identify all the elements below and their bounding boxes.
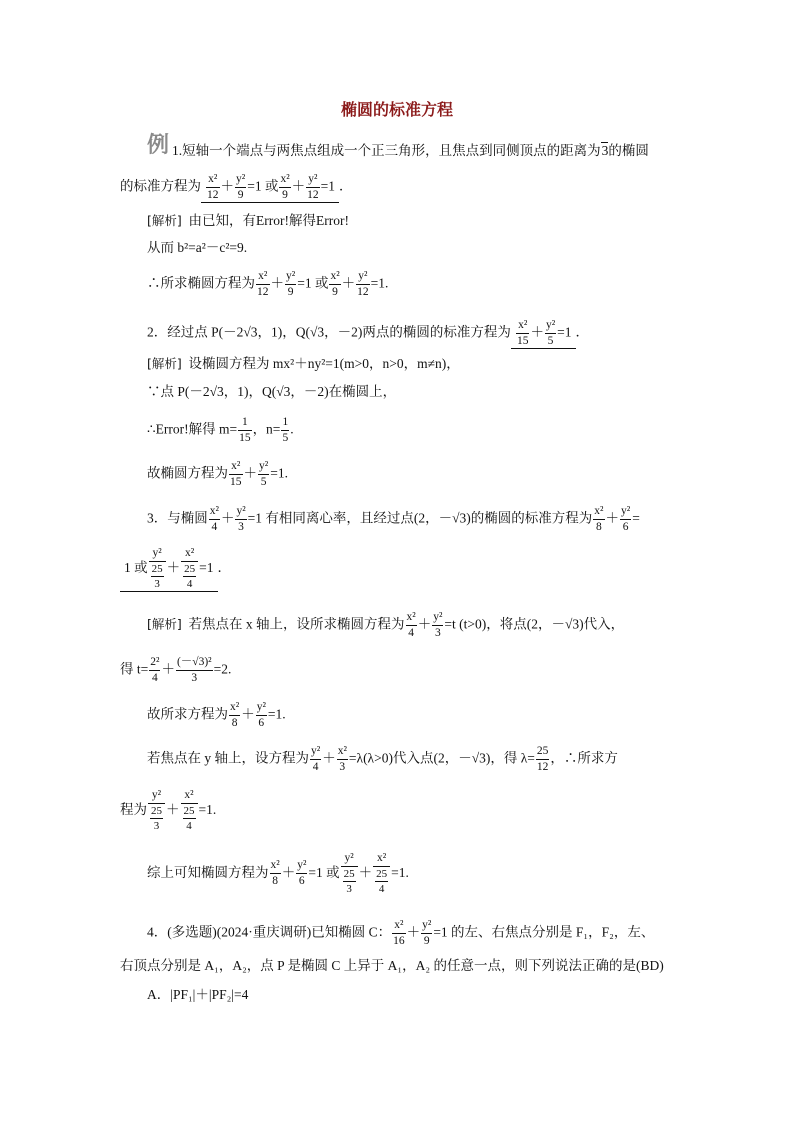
q2-line1: 2．经过点 P(－2√3，1)，Q(√3，－2)两点的椭圆的标准方程为 $\frac{\text{x²}}{15}$ ＋ $\frac{\text{y²}}{5}$ =1 ． xyxy=(147,320,589,349)
q1-line1: 1.短轴一个端点与两焦点组成一个正三角形，且焦点到同侧顶点的距离为3的椭圆 xyxy=(172,143,649,158)
q2-solution-3: ∴Error!解得 m= $\frac{1}{15}$ ，n= $\frac{1}{5}$ . xyxy=(147,416,294,444)
example-badge: 例 xyxy=(147,133,170,158)
q3-solution-4: 若焦点在 y 轴上，设方程为 $\frac{\text{y²}}{4}$ ＋ $\frac{\text{x²}}{3}$ =λ(λ>0)代入点(2，－√3)，得 λ= $\frac{25}{12}$ ，∴所求方 xyxy=(147,745,618,773)
q3-solution-1: [解析] 若焦点在 x 轴上，设所求椭圆方程为 $\frac{\text{x²}}{4}$ ＋ $\frac{\text{y²}}{3}$ =t (t>0)，将点(2，－√3)代入， xyxy=(147,611,625,639)
q1-answer: $\frac{\text{x²}}{12}$ ＋ $\frac{\text{y²}}{9}$ =1 或 $\frac{\text{x²}}{9}$ ＋ $\frac{\text{y²}}{12}$ =1 xyxy=(201,174,339,203)
q1-solution-1: [解析] 由已知，有Error!解得Error! xyxy=(147,213,349,228)
q3-answer: 1 或 $\frac{\text{y²}}{\frac{25}{3}}$ ＋ $\frac{\text{x²}}{\frac{25}{4}}$ =1 xyxy=(120,548,218,592)
q1-solution-2: 从而 b²=a²－c²=9. xyxy=(147,240,248,255)
q2-solution-4: 故椭圆方程为 $\frac{\text{x²}}{15}$ ＋ $\frac{\text{y²}}{5}$ =1. xyxy=(147,460,288,488)
q3-solution-5: 程为 $\frac{\text{y²}}{\frac{25}{3}}$ ＋ $\frac{\text{x²}}{\frac{25}{4}}$ =1. xyxy=(120,789,217,832)
page-title: 椭圆的标准方程 xyxy=(340,100,453,119)
q2-answer: $\frac{\text{x²}}{15}$ ＋ $\frac{\text{y²}}{5}$ =1 xyxy=(511,320,576,349)
q2-solution-1: [解析] 设椭圆方程为 mx²＋ny²=1(m>0，n>0，m≠n)， xyxy=(147,356,460,371)
q3-solution-3: 故所求方程为 $\frac{\text{x²}}{8}$ ＋ $\frac{\text{y²}}{6}$ =1. xyxy=(147,701,286,729)
q3-solution-6: 综上可知椭圆方程为 $\frac{\text{x²}}{8}$ ＋ $\frac{\text{y²}}{6}$ =1 或 $\frac{\text{y²}}{\frac{25}{3}}$ ＋ $\frac{\text{x²}}{\frac{25}{4}}$ =1. xyxy=(147,852,409,895)
q3-line1: 3．与椭圆 $\frac{\text{x²}}{4}$ ＋ $\frac{\text{y²}}{3}$ =1 有相同离心率，且经过点(2，－√3)的椭圆的标准方程为 $\frac{\text{x²}}{8}$ ＋ $\frac{\text{y²}}{6}$ = xyxy=(147,505,640,533)
q1-solution-3: ∴所求椭圆方程为 $\frac{\text{x²}}{12}$ ＋ $\frac{\text{y²}}{9}$ =1 或 $\frac{\text{x²}}{9}$ ＋ $\frac{\text{y²}}{12}$ =1. xyxy=(147,270,389,298)
q3-line2: 1 或 $\frac{\text{y²}}{\frac{25}{3}}$ ＋ $\frac{\text{x²}}{\frac{25}{4}}$ =1 ． xyxy=(120,548,231,592)
q3-solution-2: 得 t= $\frac{\text{2²}}{4}$ ＋ $\frac{\text{(－√3)²}}{3}$ =2. xyxy=(120,656,232,684)
q1-line2: 的标准方程为 $\frac{\text{x²}}{12}$ ＋ $\frac{\text{y²}}{9}$ =1 或 $\frac{\text{x²}}{9}$ ＋ $\frac{\text{y²}}{12}$ =1 ． xyxy=(120,174,353,203)
q4-line1: 4．(多选题)(2024·重庆调研)已知椭圆 C： $\frac{\text{x²}}{16}$ ＋ $\frac{\text{y²}}{9}$ =1 的左、右焦点分别是 F₁，F₂，左、 xyxy=(147,919,655,947)
q2-solution-2: ∵点 P(－2√3，1)，Q(√3，－2)在椭圆上， xyxy=(147,384,397,399)
q4-line2: 右顶点分别是 A₁，A₂，点 P 是椭圆 C 上异于 A₁，A₂ 的任意一点，则下列说法正确的是(BD) xyxy=(120,958,664,973)
q4-option-a: A．|PF₁|＋|PF₂|=4 xyxy=(147,987,249,1002)
